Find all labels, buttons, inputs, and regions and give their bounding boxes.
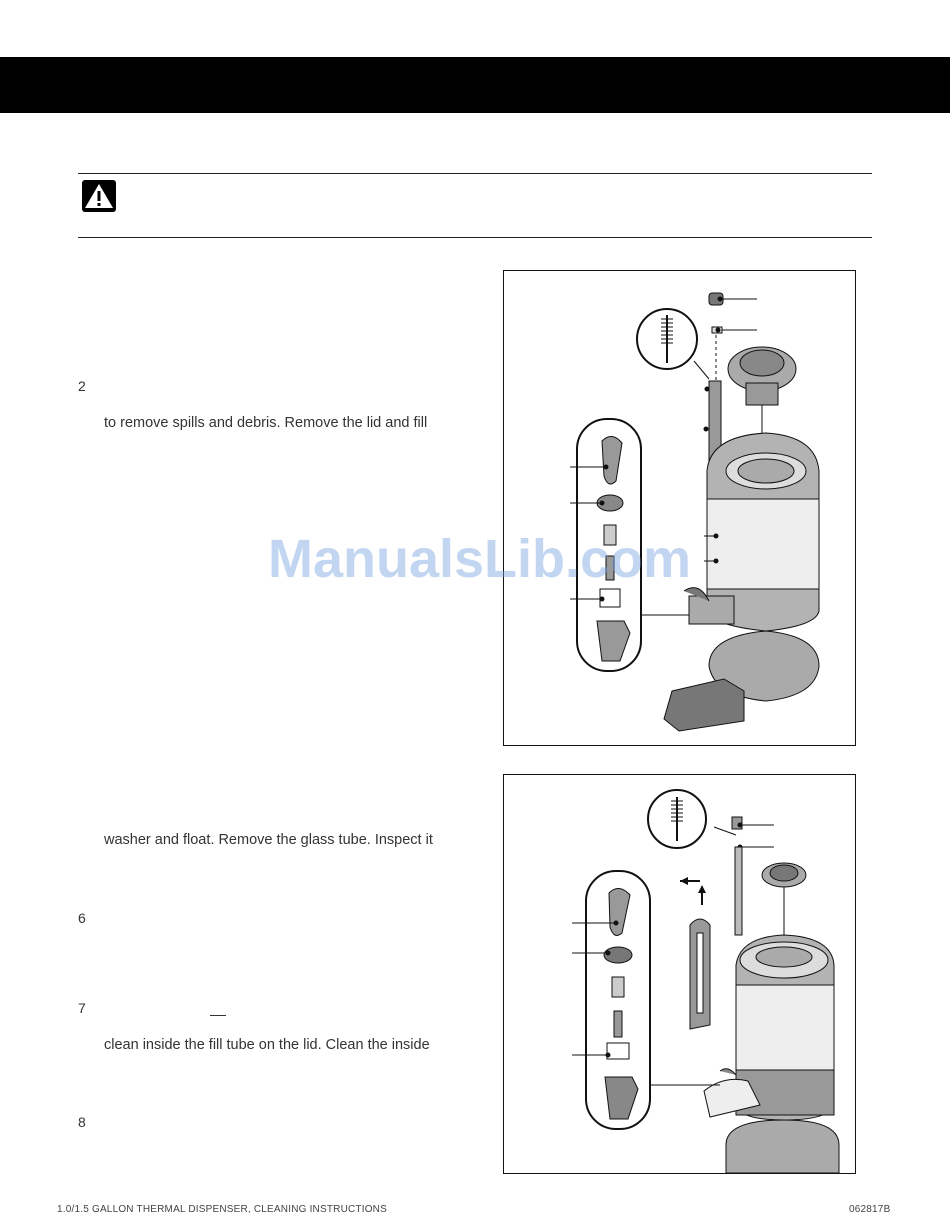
warning-top-rule: [78, 173, 872, 174]
disassembly-figure-2: [503, 774, 856, 1174]
warning-triangle-icon: [82, 180, 116, 212]
step-number: 2: [78, 378, 86, 394]
footer-title: 1.0/1.5 GALLON THERMAL DISPENSER, CLEANING INSTRUCTIONS: [57, 1204, 387, 1215]
disassembly-figure-1: [503, 270, 856, 746]
dash-mark: [210, 1015, 226, 1016]
step-number: 7: [78, 1000, 86, 1016]
header-bar: [0, 57, 950, 113]
step-text: to remove spills and debris. Remove the lid and fill: [104, 415, 428, 431]
step-number: 8: [78, 1114, 86, 1130]
step-text: clean inside the fill tube on the lid. Clean the inside: [104, 1037, 430, 1053]
step-number: 6: [78, 910, 86, 926]
footer-doc-number: 062817B: [849, 1204, 891, 1215]
step-text: washer and float. Remove the glass tube. Inspect it: [104, 832, 433, 848]
cleaning-brush-icon: [648, 790, 706, 848]
watermark: ManualsLib.com: [268, 529, 692, 589]
cleaning-brush-icon: [637, 309, 697, 369]
warning-bottom-rule: [78, 237, 872, 238]
